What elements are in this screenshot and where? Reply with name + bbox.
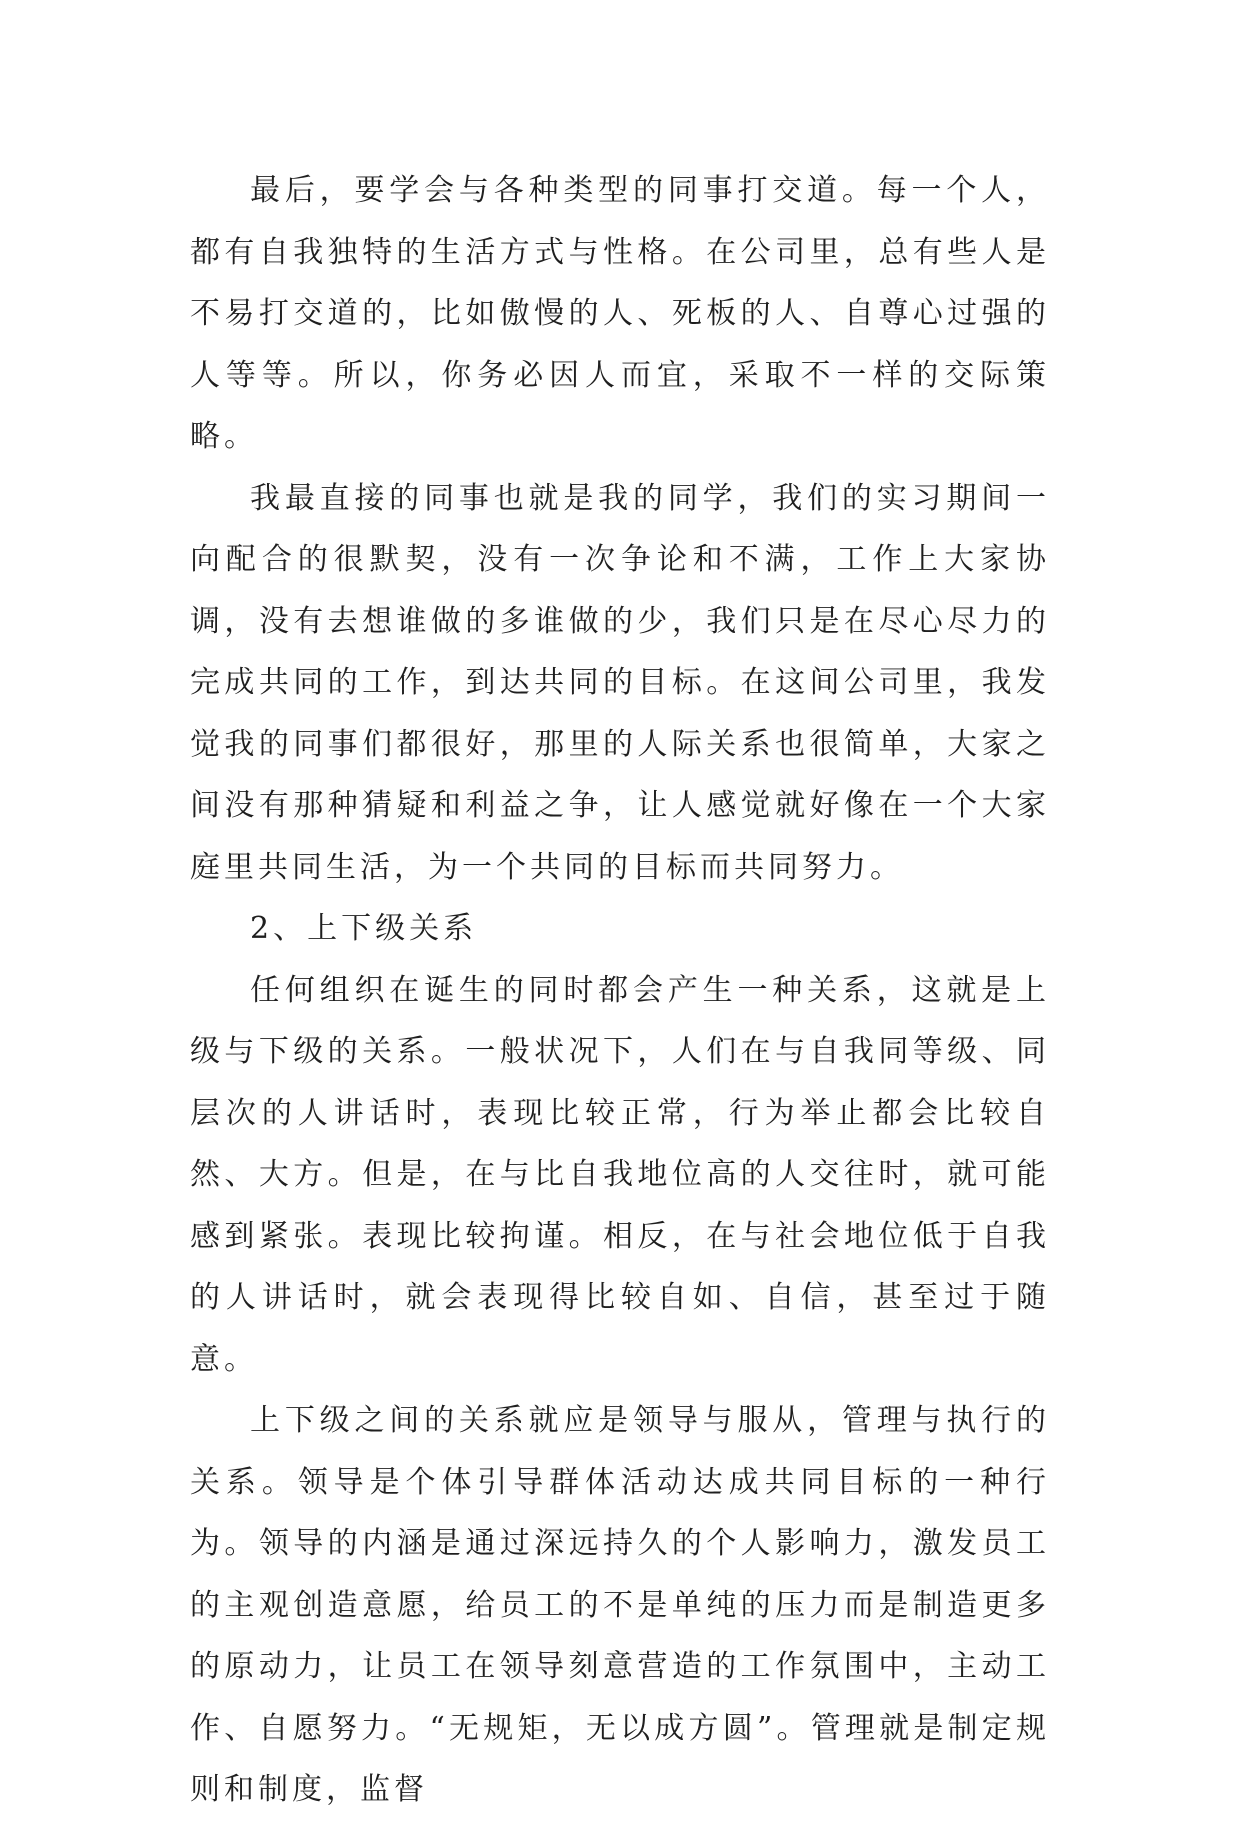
paragraph-coworker-types: 最后，要学会与各种类型的同事打交道。每一个人，都有自我独特的生活方式与性格。在公司里，总有些人是不易打交道的，比如傲慢的人、死板的人、自尊心过强的人等等。所以，你务必因人而宜，采取不一样的交际策略。 — [190, 173, 1050, 454]
paragraph-classmate-colleagues: 我最直接的同事也就是我的同学，我们的实习期间一向配合的很默契，没有一次争论和不满，工作上大家协调，没有去想谁做的多谁做的少，我们只是在尽心尽力的完成共同的工作，到达共同的目标。在这间公司里，我发觉我的同事们都很好，那里的人际关系也很简单，大家之间没有那种猜疑和利益之争，让人感觉就好像在一个大家庭里共同生活，为一个共同的目标而共同努力。 — [190, 480, 1050, 885]
document-body — [190, 160, 1050, 1821]
paragraph-leadership-management: 上下级之间的关系就应是领导与服从，管理与执行的关系。领导是个体引导群体活动达成共同目标的一种行为。领导的内涵是通过深远持久的个人影响力，激发员工的主观创造意愿，给员工的不是单纯的压力而是制造更多的原动力，让员工在领导刻意营造的工作氛围中，主动工作、自愿努力。“无规矩，无以成方圆”。管理就是制定规则和制度，监督 — [190, 1403, 1050, 1807]
section-heading-superior-subordinate: 2、上下级关系 — [250, 911, 478, 946]
paragraph-organization-relationship: 任何组织在诞生的同时都会产生一种关系，这就是上级与下级的关系。一般状况下，人们在与自我同等级、同层次的人讲话时，表现比较正常，行为举止都会比较自然、大方。但是，在与比自我地位高的人交往时，就可能感到紧张。表现比较拘谨。相反，在与社会地位低于自我的人讲话时，就会表现得比较自如、自信，甚至过于随意。 — [190, 972, 1050, 1377]
